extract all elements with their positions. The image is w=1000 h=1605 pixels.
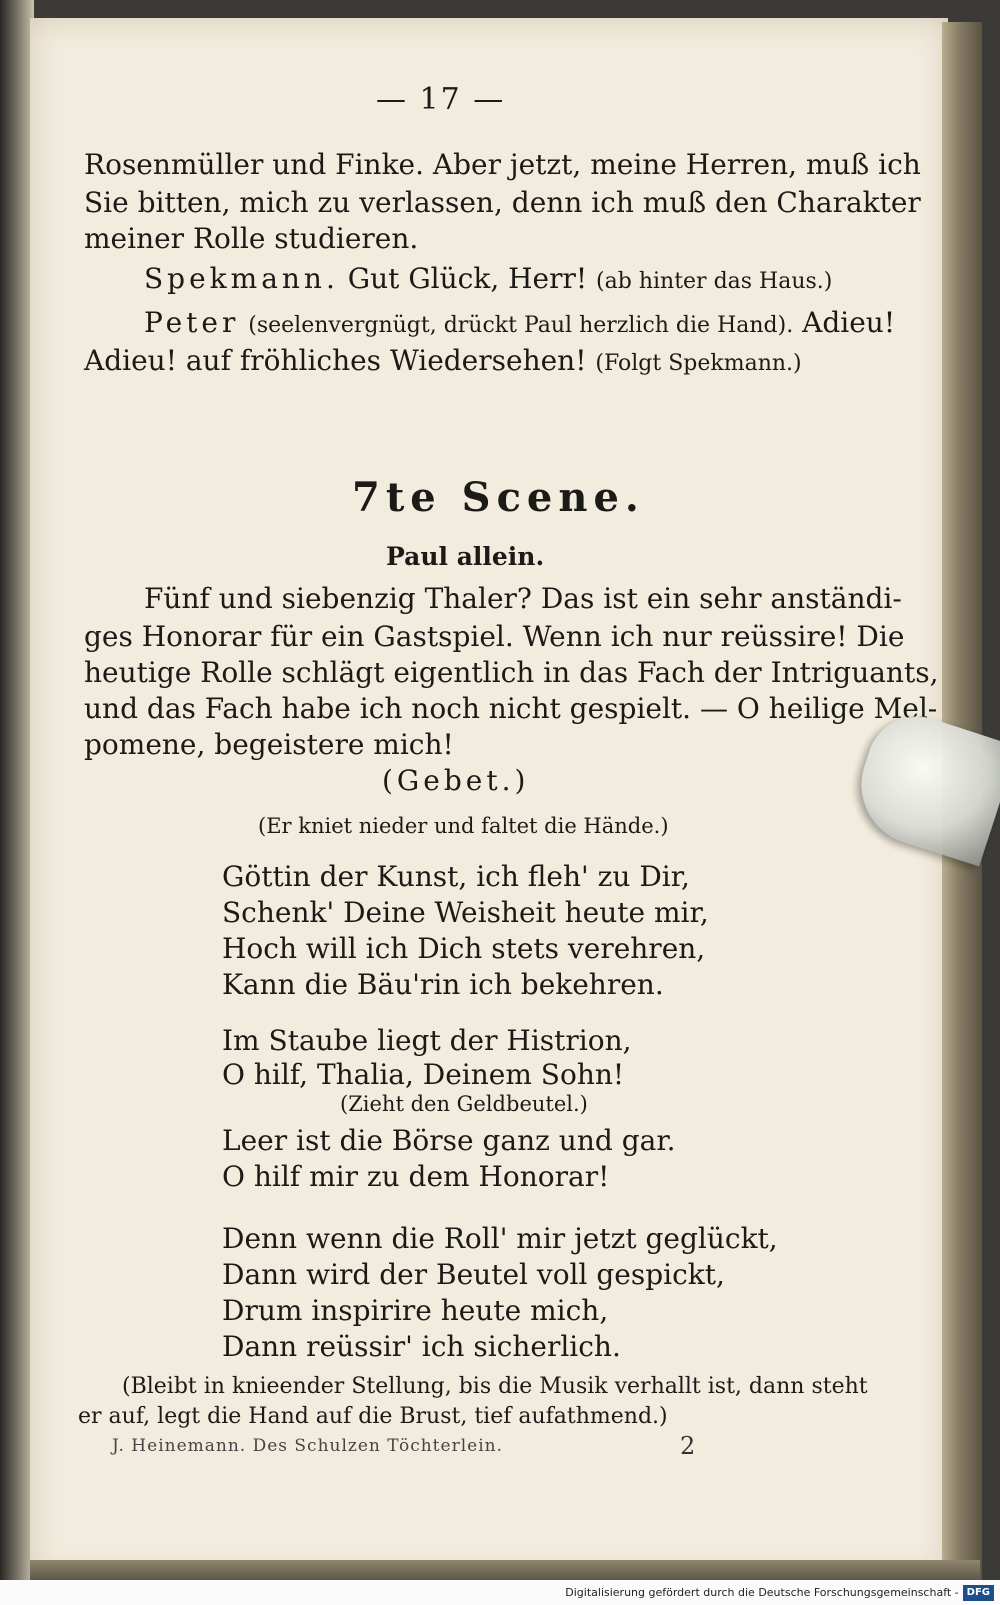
speech-text: Adieu! <box>802 306 896 339</box>
stage-direction: (Bleibt in knieender Stellung, bis die Musik verhallt ist, dann steht <box>122 1374 868 1399</box>
speech-peter <box>144 306 895 339</box>
verse-line: Schenk' Deine Weisheit heute mir, <box>222 896 709 929</box>
verse-line: Drum inspirire heute mich, <box>222 1294 609 1327</box>
scene-heading: 7te Scene. <box>352 474 645 521</box>
signature-line: J. Heinemann. Des Schulzen Töchterlein. <box>112 1436 503 1456</box>
funding-footer <box>0 1580 1000 1605</box>
speech-peter-cont <box>84 344 802 377</box>
verse-line: O hilf mir zu dem Honorar! <box>222 1160 610 1193</box>
stage-direction: (Folgt Spekmann.) <box>595 351 802 376</box>
verse-line: Im Staube liegt der Histrion, <box>222 1024 632 1057</box>
text-line: ges Honorar für ein Gastspiel. Wenn ich nur reüssire! Die <box>84 620 905 653</box>
verse-line: Dann reüssir' ich sicherlich. <box>222 1330 621 1363</box>
text-line: meiner Rolle studieren. <box>84 222 419 255</box>
signature-number: 2 <box>680 1432 696 1460</box>
stage-direction: (Zieht den Geldbeutel.) <box>340 1092 588 1116</box>
funding-text: Digitalisierung gefördert durch die Deutsche Forschungsgemeinschaft - <box>565 1586 959 1599</box>
text-line: heutige Rolle schlägt eigentlich in das Fach der Intriguants, <box>84 656 939 689</box>
text-line: Sie bitten, mich zu verlassen, denn ich muß den Charakter <box>84 186 921 219</box>
verse-line: Göttin der Kunst, ich fleh' zu Dir, <box>222 860 690 893</box>
text-line: Fünf und siebenzig Thaler? Das ist ein sehr anständi- <box>144 582 902 615</box>
verse-line: Kann die Bäu'rin ich bekehren. <box>222 968 664 1001</box>
verse-line: O hilf, Thalia, Deinem Sohn! <box>222 1058 625 1091</box>
text-line: Rosenmüller und Finke. Aber jetzt, meine Herren, muß ich <box>84 148 921 181</box>
speech-spekmann <box>144 262 832 295</box>
speaker-name: Peter <box>144 306 240 339</box>
dfg-logo-icon: DFG <box>963 1585 994 1601</box>
stage-direction: (Er kniet nieder und faltet die Hände.) <box>258 814 669 838</box>
verse-line: Dann wird der Beutel voll gespickt, <box>222 1258 725 1291</box>
verse-line: Hoch will ich Dich stets verehren, <box>222 932 706 965</box>
verse-line: Denn wenn die Roll' mir jetzt geglückt, <box>222 1222 778 1255</box>
page-number: — 17 — <box>376 82 506 117</box>
stage-direction: (seelenvergnügt, drückt Paul herzlich die Hand). <box>248 313 794 338</box>
text-line: und das Fach habe ich noch nicht gespielt. — O heilige Mel- <box>84 692 938 725</box>
speech-text: Adieu! auf fröhliches Wiedersehen! <box>84 344 587 377</box>
stage-direction: (ab hinter das Haus.) <box>596 269 833 294</box>
stage-direction: er auf, legt die Hand auf die Brust, tief aufathmend.) <box>78 1404 668 1429</box>
verse-line: Leer ist die Börse ganz und gar. <box>222 1124 676 1157</box>
text-line: pomene, begeistere mich! <box>84 728 454 761</box>
book-gutter <box>0 0 34 1605</box>
song-title: (Gebet.) <box>382 764 530 797</box>
scene-subheading: Paul allein. <box>386 542 545 571</box>
speaker-name: Spekmann. <box>144 262 339 295</box>
speech-text: Gut Glück, Herr! <box>347 262 588 295</box>
